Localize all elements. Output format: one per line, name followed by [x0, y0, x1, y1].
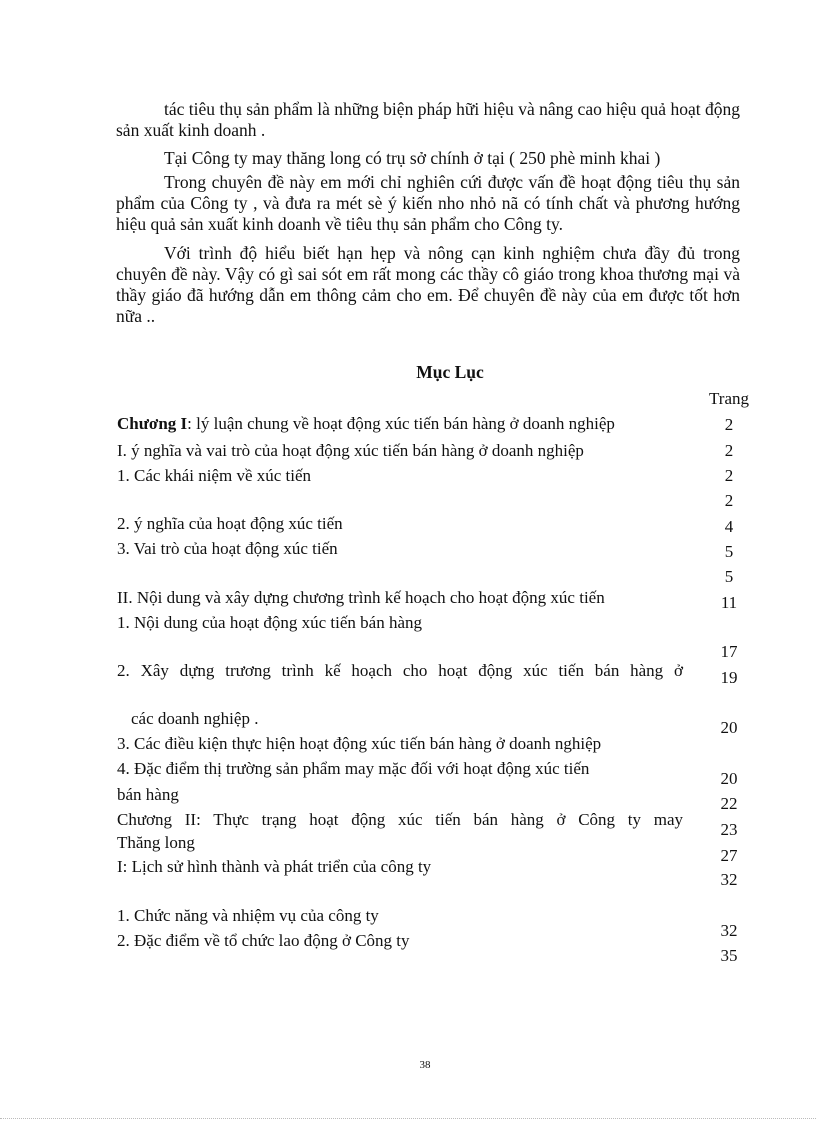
toc-entry: II. Nội dung và xây dựng chương trình kế hoạch cho hoạt động xúc tiến: [117, 588, 605, 607]
toc-entry: 1. Chức năng và nhiệm vụ của công ty: [117, 906, 379, 925]
page-bottom-divider: [0, 1118, 816, 1119]
toc-title: Mục Lục: [416, 362, 484, 382]
toc-page-number: 2: [724, 415, 734, 434]
toc-page-number: 22: [720, 794, 738, 813]
toc-page-number: 27: [720, 846, 738, 865]
toc-page-number: 17: [720, 642, 738, 661]
toc-entry: 2. Đặc điểm về tổ chức lao động ở Công ty: [117, 931, 410, 950]
intro-paragraph-4: Với trình độ hiểu biết hạn hẹp và nông cạn kinh nghiệm chưa đầy đủ trong chuyên đề này. Vậy có gì sai sót em rất mong các thầy cô giáo trong khoa thương mại và thầy giáo đã hướng dẫn em thông cảm cho em. Để chuyên đề này của em được tốt hơn nữa ..: [116, 243, 740, 326]
toc-page-number: 2: [724, 441, 734, 460]
toc-entry: 1. Nội dung của hoạt động xúc tiến bán hàng: [117, 613, 422, 632]
toc-page-number: 32: [720, 921, 738, 940]
page-footer-number: 38: [419, 1059, 431, 1071]
toc-page-number: 23: [720, 820, 738, 839]
toc-entry: I: Lịch sử hình thành và phát triển của công ty: [117, 857, 432, 876]
toc-page-number: 5: [724, 567, 734, 586]
toc-entry: Thăng long: [117, 833, 195, 852]
toc-entry: 1. Các khái niệm về xúc tiến: [117, 466, 312, 485]
toc-entry: 3. Vai trò của hoạt động xúc tiến: [117, 539, 338, 558]
toc-entry: I. ý nghĩa và vai trò của hoạt động xúc tiến bán hàng ở doanh nghiệp: [117, 441, 584, 460]
toc-entry: các doanh nghiệp .: [131, 709, 259, 728]
toc-entry-bold: Chương I: [117, 414, 188, 433]
toc-page-number: 35: [720, 946, 738, 965]
toc-entry: 2. Xây dựng trương trình kế hoạch cho hoạt động xúc tiến bán hàng ở: [117, 661, 683, 680]
toc-page-header: Trang: [709, 389, 749, 408]
toc-entry: Chương I: lý luận chung về hoạt động xúc tiến bán hàng ở doanh nghiệp: [117, 414, 615, 433]
intro-paragraph-3: Trong chuyên đề này em mới chỉ nghiên cứi được vấn đề hoạt động tiêu thụ sản phẩm của Công ty , và đưa ra mét sè ý kiến nho nhỏ nã có tính chất và phương hướng hiệu quả sản xuất kinh doanh về tiêu thụ sản phẩm cho Công ty.: [116, 172, 740, 234]
toc-page-number: 32: [720, 870, 738, 889]
toc-page-number: 19: [720, 668, 738, 687]
toc-page-number: 11: [720, 593, 738, 612]
toc-entry: Chương II: Thực trạng hoạt động xúc tiến bán hàng ở Công ty may: [117, 810, 683, 829]
intro-paragraph-1: tác tiêu thụ sản phẩm là những biện pháp hữi hiệu và nâng cao hiệu quả hoạt động sản xuất kinh doanh .: [116, 99, 740, 140]
toc-page-number: 20: [720, 769, 738, 788]
toc-page-number: 2: [724, 491, 734, 510]
toc-entry: bán hàng: [117, 785, 179, 804]
toc-page-number: 4: [724, 517, 734, 536]
toc-entry: 2. ý nghĩa của hoạt động xúc tiến: [117, 514, 343, 533]
toc-page-number: 2: [724, 466, 734, 485]
toc-page-number: 20: [720, 718, 738, 737]
toc-page-number: 5: [724, 542, 734, 561]
intro-paragraph-2: Tại Công ty may thăng long có trụ sở chính ở tại ( 250 phè minh khai ): [164, 148, 661, 168]
toc-entry: 4. Đặc điểm thị trường sản phẩm may mặc đối với hoạt động xúc tiến: [117, 759, 590, 778]
toc-entry: 3. Các điều kiện thực hiện hoạt động xúc tiến bán hàng ở doanh nghiệp: [117, 734, 602, 753]
